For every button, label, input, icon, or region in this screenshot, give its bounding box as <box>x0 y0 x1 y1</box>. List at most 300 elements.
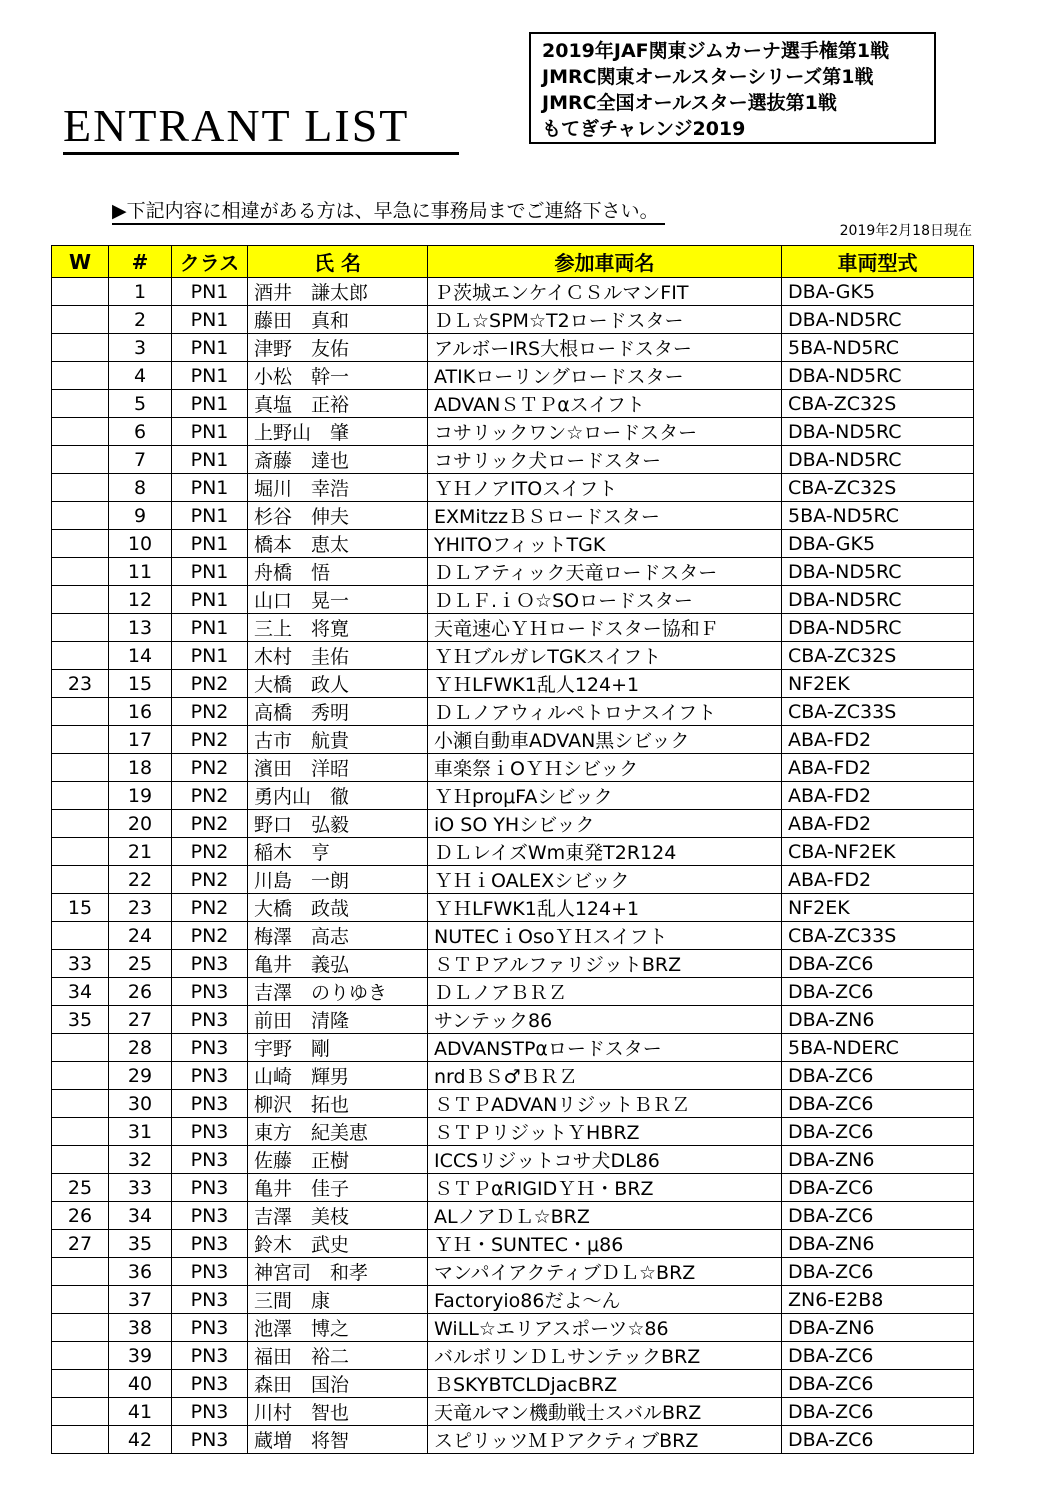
cell-car-name: 天竜ルマン機動戦士スバルBRZ <box>428 1398 782 1426</box>
cell-car-name: nrdＢＳ♂ＢＲＺ <box>428 1062 782 1090</box>
cell-w <box>52 838 109 866</box>
cell-name: 鈴木 武史 <box>248 1230 428 1258</box>
cell-name: 橋本 恵太 <box>248 530 428 558</box>
cell-car-name: ＢSKYBTCLDjacBRZ <box>428 1370 782 1398</box>
cell-w <box>52 278 109 306</box>
cell-car-model: NF2EK <box>782 894 974 922</box>
table-row <box>52 1258 974 1286</box>
cell-car-model: CBA-NF2EK <box>782 838 974 866</box>
as-of-date: 2019年2月18日現在 <box>839 223 972 239</box>
table-row <box>52 1118 974 1146</box>
cell-class: PN1 <box>172 558 248 586</box>
cell-car-name: 車楽祭ｉOＹＨシビック <box>428 754 782 782</box>
table-row <box>52 1062 974 1090</box>
cell-car-model: 5BA-ND5RC <box>782 502 974 530</box>
cell-name: 吉澤 美枝 <box>248 1202 428 1230</box>
cell-car-name: YHITOフィットTGK <box>428 530 782 558</box>
cell-w: 15 <box>52 894 109 922</box>
table-row <box>52 1202 974 1230</box>
cell-name: 神宮司 和孝 <box>248 1258 428 1286</box>
cell-number: 7 <box>109 446 172 474</box>
cell-car-name: ＳＴＰリジットＹHBRZ <box>428 1118 782 1146</box>
cell-number: 41 <box>109 1398 172 1426</box>
cell-car-model: DBA-ZN6 <box>782 1314 974 1342</box>
cell-number: 38 <box>109 1314 172 1342</box>
cell-car-model: DBA-ND5RC <box>782 614 974 642</box>
event-line: もてぎチャレンジ2019 <box>542 118 746 140</box>
cell-name: 亀井 義弘 <box>248 950 428 978</box>
cell-name: 野口 弘毅 <box>248 810 428 838</box>
cell-w <box>52 1034 109 1062</box>
cell-number: 15 <box>109 670 172 698</box>
cell-w <box>52 586 109 614</box>
cell-car-model: ABA-FD2 <box>782 866 974 894</box>
cell-number: 2 <box>109 306 172 334</box>
cell-class: PN1 <box>172 278 248 306</box>
cell-class: PN1 <box>172 306 248 334</box>
cell-w <box>52 446 109 474</box>
cell-number: 30 <box>109 1090 172 1118</box>
cell-class: PN1 <box>172 502 248 530</box>
cell-number: 5 <box>109 390 172 418</box>
cell-w <box>52 1062 109 1090</box>
table-row <box>52 1146 974 1174</box>
table-row <box>52 614 974 642</box>
cell-car-model: DBA-GK5 <box>782 278 974 306</box>
cell-car-name: ＤＬレイズWm東発T2R124 <box>428 838 782 866</box>
header-car-model: 車両型式 <box>782 246 974 278</box>
cell-w <box>52 334 109 362</box>
cell-class: PN3 <box>172 1370 248 1398</box>
cell-number: 27 <box>109 1006 172 1034</box>
table-row <box>52 1230 974 1258</box>
cell-number: 12 <box>109 586 172 614</box>
cell-w <box>52 1398 109 1426</box>
cell-car-model: DBA-ZN6 <box>782 1230 974 1258</box>
event-line: 2019年JAF関東ジムカーナ選手権第1戦 <box>542 40 890 62</box>
table-row <box>52 306 974 334</box>
cell-w <box>52 530 109 558</box>
table-row <box>52 334 974 362</box>
cell-number: 35 <box>109 1230 172 1258</box>
cell-name: 東方 紀美恵 <box>248 1118 428 1146</box>
cell-number: 6 <box>109 418 172 446</box>
table-row <box>52 838 974 866</box>
cell-w: 35 <box>52 1006 109 1034</box>
cell-name: 宇野 剛 <box>248 1034 428 1062</box>
cell-number: 19 <box>109 782 172 810</box>
cell-car-model: ABA-FD2 <box>782 726 974 754</box>
cell-car-model: CBA-ZC32S <box>782 642 974 670</box>
cell-number: 4 <box>109 362 172 390</box>
cell-name: 高橋 秀明 <box>248 698 428 726</box>
cell-name: 藤田 真和 <box>248 306 428 334</box>
cell-class: PN1 <box>172 390 248 418</box>
cell-name: 舟橋 悟 <box>248 558 428 586</box>
cell-car-name: コサリック犬ロードスター <box>428 446 782 474</box>
table-row <box>52 530 974 558</box>
cell-w <box>52 474 109 502</box>
cell-w <box>52 1286 109 1314</box>
cell-car-name: ＹＨLFWK1乱人124+1 <box>428 670 782 698</box>
cell-name: 堀川 幸浩 <box>248 474 428 502</box>
cell-car-name: サンテック86 <box>428 1006 782 1034</box>
cell-w <box>52 1258 109 1286</box>
table-row <box>52 446 974 474</box>
cell-class: PN2 <box>172 810 248 838</box>
cell-name: 斎藤 達也 <box>248 446 428 474</box>
event-line: JMRC関東オールスターシリーズ第1戦 <box>542 66 874 88</box>
cell-class: PN1 <box>172 334 248 362</box>
table-row <box>52 726 974 754</box>
cell-car-name: EXMitzzＢＳロードスター <box>428 502 782 530</box>
cell-name: 川村 智也 <box>248 1398 428 1426</box>
cell-w <box>52 642 109 670</box>
header-number: # <box>109 246 172 278</box>
cell-w: 34 <box>52 978 109 1006</box>
cell-car-name: ＤＬノアＢＲＺ <box>428 978 782 1006</box>
cell-class: PN1 <box>172 586 248 614</box>
cell-name: 真塩 正裕 <box>248 390 428 418</box>
cell-number: 25 <box>109 950 172 978</box>
cell-w: 25 <box>52 1174 109 1202</box>
cell-number: 11 <box>109 558 172 586</box>
cell-car-model: ABA-FD2 <box>782 782 974 810</box>
cell-car-name: マンパイアクティブＤＬ☆BRZ <box>428 1258 782 1286</box>
cell-w: 26 <box>52 1202 109 1230</box>
cell-name: 蔵増 将智 <box>248 1426 428 1454</box>
cell-w <box>52 614 109 642</box>
cell-w <box>52 922 109 950</box>
cell-car-name: ADVANSTPαロードスター <box>428 1034 782 1062</box>
cell-class: PN3 <box>172 978 248 1006</box>
cell-w <box>52 782 109 810</box>
table-row <box>52 1370 974 1398</box>
cell-number: 36 <box>109 1258 172 1286</box>
cell-car-model: DBA-ND5RC <box>782 362 974 390</box>
cell-w: 23 <box>52 670 109 698</box>
cell-name: 稲木 亨 <box>248 838 428 866</box>
cell-car-name: ＹＨｉOALEXシビック <box>428 866 782 894</box>
cell-car-model: DBA-ZC6 <box>782 1426 974 1454</box>
cell-name: 吉澤 のりゆき <box>248 978 428 1006</box>
cell-class: PN1 <box>172 530 248 558</box>
cell-class: PN2 <box>172 754 248 782</box>
cell-car-model: DBA-ZC6 <box>782 1342 974 1370</box>
cell-number: 23 <box>109 894 172 922</box>
cell-number: 26 <box>109 978 172 1006</box>
cell-name: 小松 幹一 <box>248 362 428 390</box>
cell-name: 濱田 洋昭 <box>248 754 428 782</box>
cell-car-model: DBA-ZC6 <box>782 1174 974 1202</box>
cell-number: 42 <box>109 1426 172 1454</box>
cell-car-model: 5BA-NDERC <box>782 1034 974 1062</box>
cell-car-name: ＤＬ☆SPM☆T2ロードスター <box>428 306 782 334</box>
cell-name: 柳沢 拓也 <box>248 1090 428 1118</box>
entrant-table <box>51 245 974 1454</box>
cell-name: 上野山 肇 <box>248 418 428 446</box>
cell-class: PN3 <box>172 1286 248 1314</box>
cell-car-name: コサリックワン☆ロードスター <box>428 418 782 446</box>
cell-class: PN3 <box>172 1174 248 1202</box>
cell-name: 福田 裕二 <box>248 1342 428 1370</box>
cell-car-name: ＳＴＰアルファリジットBRZ <box>428 950 782 978</box>
cell-name: 酒井 謙太郎 <box>248 278 428 306</box>
cell-number: 9 <box>109 502 172 530</box>
event-line: JMRC全国オールスター選抜第1戦 <box>542 92 837 114</box>
cell-w <box>52 1342 109 1370</box>
cell-class: PN1 <box>172 642 248 670</box>
event-info-box <box>529 32 936 144</box>
cell-car-model: DBA-ZC6 <box>782 1118 974 1146</box>
table-row <box>52 390 974 418</box>
table-row <box>52 418 974 446</box>
header-car-name: 参加車両名 <box>428 246 782 278</box>
cell-name: 杉谷 伸夫 <box>248 502 428 530</box>
table-row <box>52 698 974 726</box>
cell-car-model: ZN6-E2B8 <box>782 1286 974 1314</box>
cell-car-model: DBA-ZC6 <box>782 1090 974 1118</box>
cell-name: 森田 国治 <box>248 1370 428 1398</box>
cell-class: PN1 <box>172 474 248 502</box>
cell-class: PN2 <box>172 726 248 754</box>
cell-class: PN3 <box>172 1342 248 1370</box>
table-row <box>52 1398 974 1426</box>
table-row <box>52 362 974 390</box>
cell-car-name: ＹＨLFWK1乱人124+1 <box>428 894 782 922</box>
cell-car-name: ＹＨproμFAシビック <box>428 782 782 810</box>
cell-number: 31 <box>109 1118 172 1146</box>
cell-number: 28 <box>109 1034 172 1062</box>
cell-number: 34 <box>109 1202 172 1230</box>
cell-number: 24 <box>109 922 172 950</box>
cell-car-model: DBA-ND5RC <box>782 418 974 446</box>
cell-car-name: 天竜速心ＹＨロードスター協和Ｆ <box>428 614 782 642</box>
table-row <box>52 866 974 894</box>
table-row <box>52 558 974 586</box>
cell-car-model: CBA-ZC33S <box>782 922 974 950</box>
cell-number: 21 <box>109 838 172 866</box>
cell-car-name: バルボリンＤＬサンテックBRZ <box>428 1342 782 1370</box>
table-row <box>52 474 974 502</box>
cell-number: 13 <box>109 614 172 642</box>
cell-class: PN1 <box>172 418 248 446</box>
cell-class: PN3 <box>172 1146 248 1174</box>
cell-car-model: CBA-ZC32S <box>782 390 974 418</box>
cell-w <box>52 754 109 782</box>
cell-name: 亀井 佳子 <box>248 1174 428 1202</box>
cell-name: 山口 晃一 <box>248 586 428 614</box>
cell-name: 三間 康 <box>248 1286 428 1314</box>
table-row <box>52 894 974 922</box>
cell-number: 37 <box>109 1286 172 1314</box>
header-w: W <box>52 246 109 278</box>
cell-car-name: Factoryio86だよ～ん <box>428 1286 782 1314</box>
cell-car-model: DBA-ZN6 <box>782 1006 974 1034</box>
cell-w <box>52 362 109 390</box>
cell-w <box>52 1370 109 1398</box>
table-row <box>52 978 974 1006</box>
cell-car-name: ADVANＳＴＰαスイフト <box>428 390 782 418</box>
cell-number: 32 <box>109 1146 172 1174</box>
cell-car-name: ＹＨブルガレTGKスイフト <box>428 642 782 670</box>
cell-car-model: DBA-ZC6 <box>782 1258 974 1286</box>
table-row <box>52 1174 974 1202</box>
cell-car-model: DBA-ZC6 <box>782 1370 974 1398</box>
cell-class: PN3 <box>172 1062 248 1090</box>
cell-w <box>52 418 109 446</box>
table-row <box>52 922 974 950</box>
cell-car-name: ALノアＤＬ☆BRZ <box>428 1202 782 1230</box>
table-row <box>52 1426 974 1454</box>
cell-class: PN2 <box>172 782 248 810</box>
table-row <box>52 670 974 698</box>
cell-class: PN1 <box>172 614 248 642</box>
table-row <box>52 1314 974 1342</box>
cell-class: PN1 <box>172 446 248 474</box>
table-row <box>52 642 974 670</box>
cell-car-name: WiLL☆エリアスポーツ☆86 <box>428 1314 782 1342</box>
cell-class: PN2 <box>172 922 248 950</box>
cell-w <box>52 306 109 334</box>
cell-car-model: DBA-GK5 <box>782 530 974 558</box>
cell-car-name: ATIKローリングロードスター <box>428 362 782 390</box>
cell-name: 木村 圭佑 <box>248 642 428 670</box>
cell-car-model: CBA-ZC32S <box>782 474 974 502</box>
cell-w <box>52 810 109 838</box>
cell-car-name: アルボーIRS大根ロードスター <box>428 334 782 362</box>
cell-car-model: DBA-ND5RC <box>782 586 974 614</box>
cell-number: 40 <box>109 1370 172 1398</box>
table-row <box>52 1342 974 1370</box>
cell-car-name: ＤＬＦ.ｉＯ☆SOロードスター <box>428 586 782 614</box>
cell-w: 27 <box>52 1230 109 1258</box>
table-row <box>52 586 974 614</box>
cell-car-model: DBA-ND5RC <box>782 306 974 334</box>
cell-number: 18 <box>109 754 172 782</box>
cell-car-name: 小瀬自動車ADVAN黒シビック <box>428 726 782 754</box>
cell-class: PN3 <box>172 1230 248 1258</box>
cell-class: PN3 <box>172 1118 248 1146</box>
cell-car-model: CBA-ZC33S <box>782 698 974 726</box>
cell-class: PN2 <box>172 698 248 726</box>
table-row <box>52 1034 974 1062</box>
cell-car-model: DBA-ZN6 <box>782 1146 974 1174</box>
cell-name: 古市 航貴 <box>248 726 428 754</box>
cell-w <box>52 390 109 418</box>
table-row <box>52 782 974 810</box>
cell-number: 33 <box>109 1174 172 1202</box>
cell-w <box>52 558 109 586</box>
cell-car-name: NUTECｉOsoＹＨスイフト <box>428 922 782 950</box>
cell-class: PN3 <box>172 1258 248 1286</box>
cell-car-name: Ｐ茨城エンケイＣＳルマンFIT <box>428 278 782 306</box>
cell-w <box>52 866 109 894</box>
cell-name: 川島 一朗 <box>248 866 428 894</box>
cell-number: 8 <box>109 474 172 502</box>
cell-name: 大橋 政人 <box>248 670 428 698</box>
cell-name: 勇内山 徹 <box>248 782 428 810</box>
table-row <box>52 754 974 782</box>
cell-car-model: DBA-ZC6 <box>782 978 974 1006</box>
table-row <box>52 1006 974 1034</box>
cell-number: 10 <box>109 530 172 558</box>
cell-w <box>52 726 109 754</box>
cell-car-name: ＤＬノアウィルペトロナスイフト <box>428 698 782 726</box>
cell-car-model: ABA-FD2 <box>782 754 974 782</box>
cell-class: PN2 <box>172 894 248 922</box>
cell-name: 佐藤 正樹 <box>248 1146 428 1174</box>
notice-text: ▶下記内容に相違がある方は、早急に事務局までご連絡下さい。 <box>112 199 665 225</box>
cell-w <box>52 1146 109 1174</box>
cell-car-model: DBA-ND5RC <box>782 558 974 586</box>
cell-car-model: DBA-ZC6 <box>782 1398 974 1426</box>
cell-car-name: ＤＬアティック天竜ロードスター <box>428 558 782 586</box>
cell-class: PN3 <box>172 1398 248 1426</box>
cell-car-model: DBA-ZC6 <box>782 1202 974 1230</box>
table-row <box>52 810 974 838</box>
cell-name: 梅澤 高志 <box>248 922 428 950</box>
cell-name: 山崎 輝男 <box>248 1062 428 1090</box>
cell-car-model: DBA-ND5RC <box>782 446 974 474</box>
cell-number: 14 <box>109 642 172 670</box>
cell-car-model: DBA-ZC6 <box>782 950 974 978</box>
cell-car-name: iO SO YHシビック <box>428 810 782 838</box>
cell-class: PN3 <box>172 1090 248 1118</box>
cell-number: 3 <box>109 334 172 362</box>
cell-car-name: ICCSリジットコサ犬DL86 <box>428 1146 782 1174</box>
cell-number: 22 <box>109 866 172 894</box>
cell-car-model: 5BA-ND5RC <box>782 334 974 362</box>
cell-class: PN3 <box>172 1426 248 1454</box>
cell-w <box>52 1426 109 1454</box>
cell-car-model: NF2EK <box>782 670 974 698</box>
table-row <box>52 1090 974 1118</box>
cell-car-name: ＳＴＰADVANリジットＢＲＺ <box>428 1090 782 1118</box>
cell-class: PN1 <box>172 362 248 390</box>
cell-car-name: スピリッツＭＰアクティブBRZ <box>428 1426 782 1454</box>
document-title: ENTRANT LIST <box>63 100 459 155</box>
header-name: 氏 名 <box>248 246 428 278</box>
cell-car-name: ＹＨノアITOスイフト <box>428 474 782 502</box>
cell-car-model: DBA-ZC6 <box>782 1062 974 1090</box>
cell-car-name: ＳＴＰαRIGIDＹＨ・BRZ <box>428 1174 782 1202</box>
table-row <box>52 278 974 306</box>
cell-number: 16 <box>109 698 172 726</box>
cell-w <box>52 698 109 726</box>
cell-car-name: ＹＨ・SUNTEC・μ86 <box>428 1230 782 1258</box>
table-row <box>52 502 974 530</box>
cell-class: PN3 <box>172 1034 248 1062</box>
cell-name: 池澤 博之 <box>248 1314 428 1342</box>
cell-w <box>52 1090 109 1118</box>
cell-name: 大橋 政哉 <box>248 894 428 922</box>
cell-class: PN3 <box>172 1202 248 1230</box>
table-row <box>52 950 974 978</box>
header-class: クラス <box>172 246 248 278</box>
cell-name: 三上 将寛 <box>248 614 428 642</box>
cell-w <box>52 1118 109 1146</box>
cell-w <box>52 1314 109 1342</box>
cell-number: 20 <box>109 810 172 838</box>
table-row <box>52 1286 974 1314</box>
cell-class: PN2 <box>172 866 248 894</box>
cell-number: 1 <box>109 278 172 306</box>
cell-class: PN2 <box>172 670 248 698</box>
cell-w: 33 <box>52 950 109 978</box>
cell-number: 29 <box>109 1062 172 1090</box>
cell-class: PN3 <box>172 1006 248 1034</box>
